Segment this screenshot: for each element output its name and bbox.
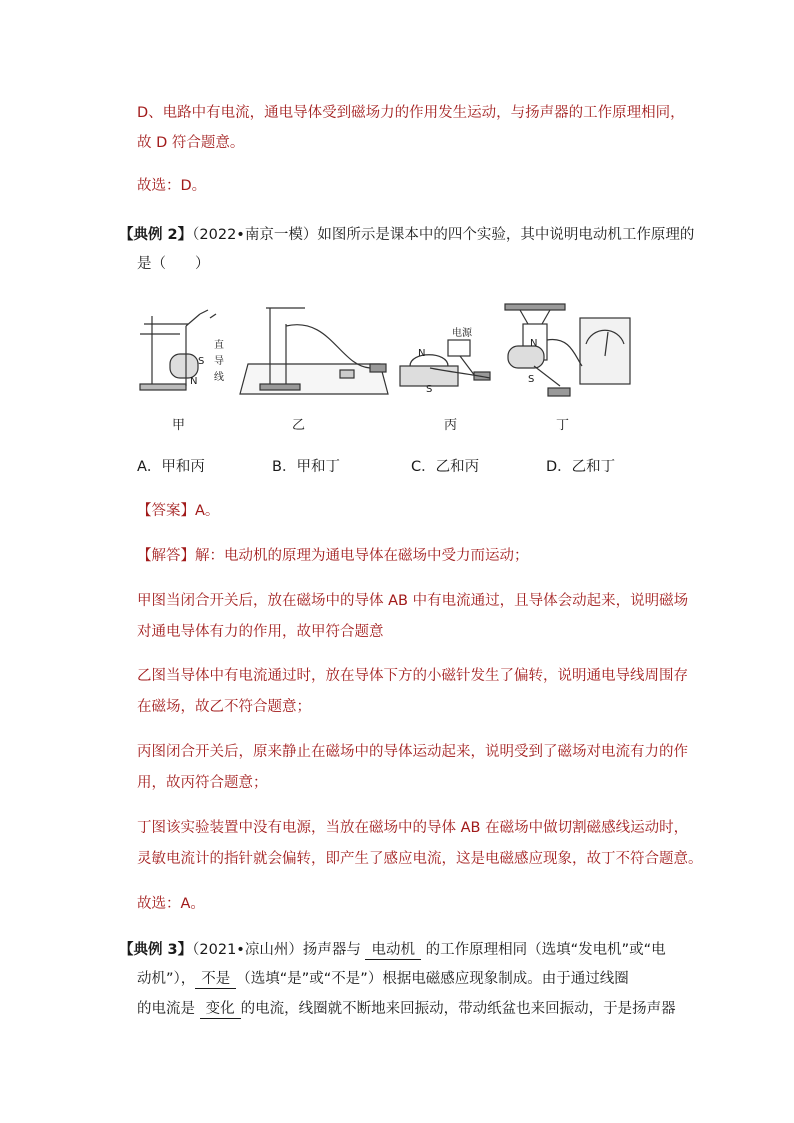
ding-magnet-s: S <box>528 374 535 385</box>
analysis-intro-line <box>137 546 529 566</box>
caption-jia: 甲 <box>172 418 186 433</box>
example2-source: （2022•南京一模） <box>192 227 318 243</box>
example3-text-2b: （选填“是”或“不是”）根据电磁感应现象制成。由于通过线圈 <box>236 971 629 987</box>
example3-text-1b: 的工作原理相同（选填“发电机”或“电 <box>425 942 666 958</box>
example3-line-1 <box>119 940 666 960</box>
straight-wire-3: 线 <box>214 372 224 383</box>
figure-jia <box>140 310 216 390</box>
bing-power-label: 电源 <box>452 328 472 339</box>
ding-magnet-n: N <box>530 338 538 349</box>
analysis-yi-2: 在磁场，故乙不符合题意； <box>137 699 311 715</box>
example2-tag: 【典例 2】 <box>119 227 193 243</box>
analysis-ding-2: 灵敏电流计的指针就会偏转，即产生了感应电流，这是电磁感应现象，故丁不符合题意。 <box>137 851 703 867</box>
straight-wire-1: 直 <box>214 340 224 351</box>
figure-bing <box>400 340 490 386</box>
bing-magnet-n: N <box>418 348 426 359</box>
d-option-line-2: 故 D 符合题意。 <box>137 135 245 151</box>
answer-value: A。 <box>195 503 220 519</box>
caption-ding: 丁 <box>556 418 570 433</box>
choice-d: D．乙和丁 <box>546 459 616 475</box>
example3-text-3b: 的电流，线圈就不断地来回振动，带动纸盆也来回振动，于是扬声器 <box>240 1001 676 1017</box>
analysis-bing-2: 用，故丙符合题意； <box>137 775 268 791</box>
caption-yi: 乙 <box>292 418 306 433</box>
figure-ding <box>505 304 630 396</box>
analysis-intro: 解：电动机的原理为通电导体在磁场中受力而运动； <box>195 548 529 564</box>
straight-wire-2: 导 <box>214 356 224 367</box>
caption-bing: 丙 <box>444 418 458 433</box>
example3-text-2a: 动机”）， <box>137 971 196 987</box>
example3-text-3a: 的电流是 <box>137 1001 195 1017</box>
conclusion-d: 故选：D。 <box>137 178 207 194</box>
conclusion-a: 故选：A。 <box>137 896 205 912</box>
example3-line-2 <box>137 969 629 989</box>
figure-yi <box>240 308 388 394</box>
choice-c: C．乙和丙 <box>411 459 480 475</box>
jia-magnet-s: S <box>198 356 205 367</box>
example3-tag: 【典例 3】 <box>119 942 193 958</box>
analysis-jia-2: 对通电导体有力的作用，故甲符合题意 <box>137 624 384 640</box>
example3-line-3 <box>137 999 676 1019</box>
analysis-ding-1: 丁图该实验装置中没有电源，当放在磁场中的导体 AB 在磁场中做切割磁感线运动时， <box>137 820 689 836</box>
analysis-yi-1: 乙图当导体中有电流通过时，放在导体下方的小磁针发生了偏转，说明通电导线周围存 <box>137 668 688 684</box>
example2-question-line-1 <box>119 225 694 245</box>
example2-question-line-2: 是（ ） <box>137 256 210 272</box>
jia-magnet-n: N <box>190 376 198 387</box>
four-experiments-figure <box>130 296 650 408</box>
blank-answer-3: 变化 <box>200 1000 241 1019</box>
analysis-jia-1: 甲图当闭合开关后，放在磁场中的导体 AB 中有电流通过，且导体会动起来，说明磁场 <box>137 593 689 609</box>
blank-answer-2: 不是 <box>195 970 236 989</box>
example3-source: （2021•凉山州） <box>192 942 303 958</box>
choice-b: B．甲和丁 <box>272 459 340 475</box>
example2-question: 如图所示是课本中的四个实验，其中说明电动机工作原理的 <box>317 227 695 243</box>
choice-a: A．甲和丙 <box>137 459 205 475</box>
answer-line <box>137 501 219 521</box>
bing-magnet-s: S <box>426 384 433 395</box>
d-option-line-1: D、电路中有电流，通电导体受到磁场力的作用发生运动，与扬声器的工作原理相同， <box>137 105 685 121</box>
analysis-bing-1: 丙图闭合开关后，原来静止在磁场中的导体运动起来，说明受到了磁场对电流有力的作 <box>137 744 688 760</box>
example3-text-1a: 扬声器与 <box>302 942 361 958</box>
blank-answer-1: 电动机 <box>365 941 421 960</box>
analysis-tag: 【解答】 <box>137 548 195 564</box>
answer-tag: 【答案】 <box>137 503 195 519</box>
